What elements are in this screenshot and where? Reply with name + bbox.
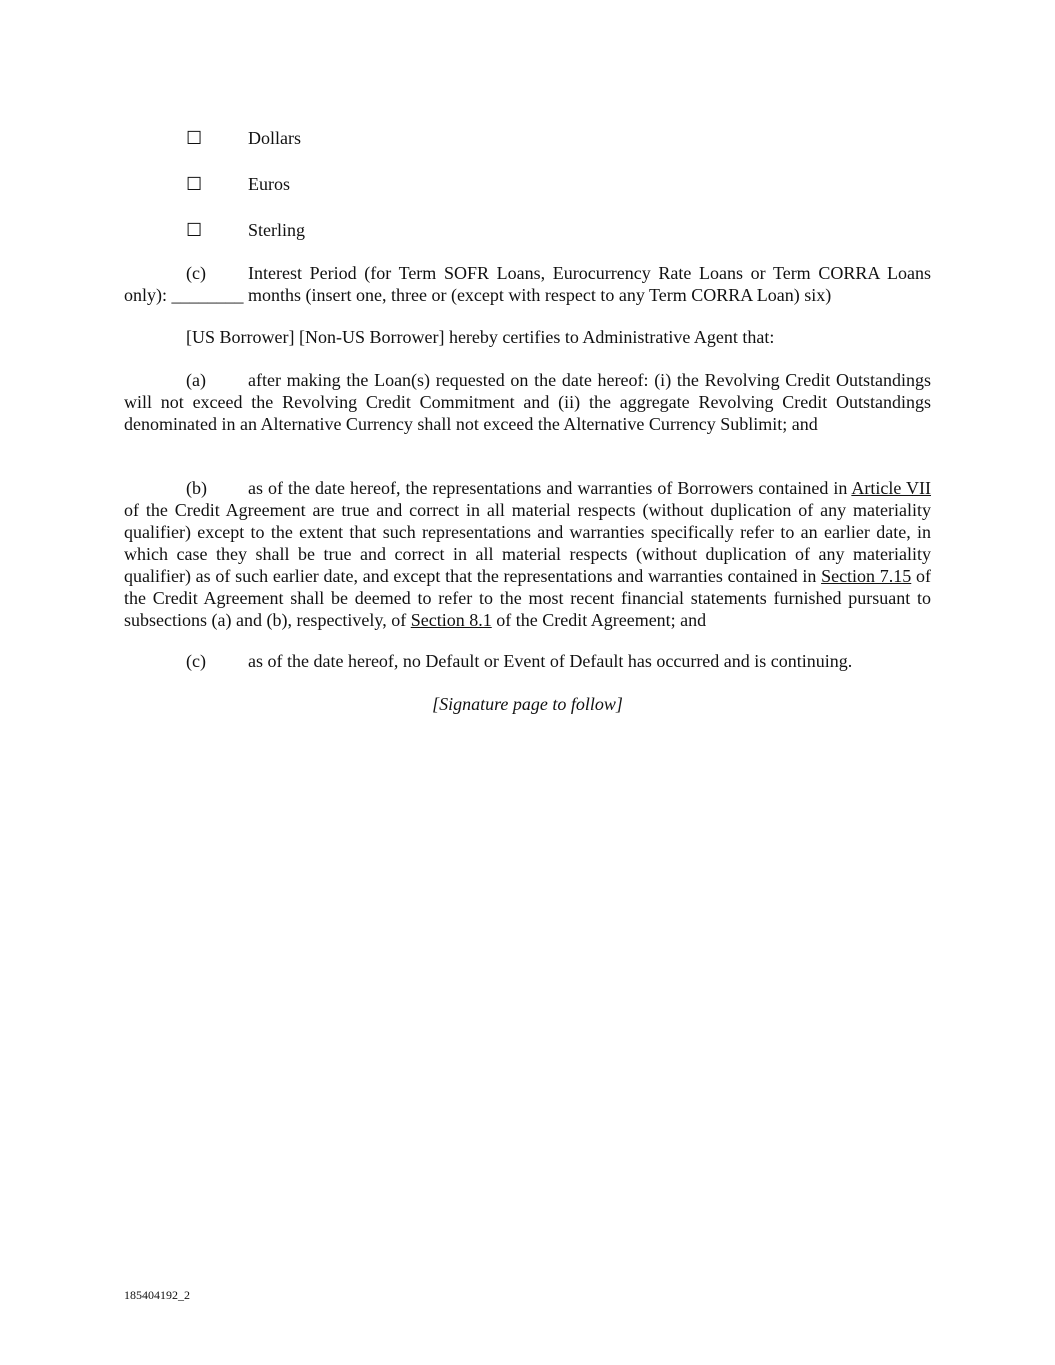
- document-id: 185404192_2: [124, 1288, 190, 1302]
- article-vii-reference: Article VII: [851, 478, 932, 498]
- option-label: Sterling: [248, 220, 305, 240]
- certification-intro: [US Borrower] [Non-US Borrower] hereby certifies to Administrative Agent that:: [186, 327, 775, 347]
- interest-period-paragraph: [124, 262, 931, 306]
- paragraph-text: of the Credit Agreement; and: [491, 610, 707, 630]
- certification-a: [124, 369, 931, 435]
- paragraph-label: (a): [186, 370, 206, 390]
- paragraph-label: (c): [186, 651, 206, 671]
- currency-option-dollars[interactable]: [186, 127, 301, 149]
- option-label: Dollars: [248, 128, 301, 148]
- currency-option-sterling[interactable]: [186, 219, 305, 241]
- checkbox-icon[interactable]: ☐: [186, 174, 203, 194]
- option-label: Euros: [248, 174, 290, 194]
- paragraph-text: of the Credit Agreement shall be deemed to refer to the most recent financial statements furnished pursuant to subsections (a) and (b), respectively, of: [124, 566, 931, 630]
- paragraph-text: Interest Period (for Term SOFR Loans, Eurocurrency Rate Loans or Term CORRA Loans only): ________ months (insert one, three or (except with respect to any Term CORRA Loan) six): [124, 263, 931, 305]
- certification-c: [124, 650, 931, 672]
- paragraph-text: as of the date hereof, the representations and warranties of Borrowers contained in: [248, 478, 852, 498]
- paragraph-label: (c): [186, 263, 206, 283]
- currency-option-euros[interactable]: [186, 173, 290, 195]
- checkbox-icon[interactable]: ☐: [186, 220, 203, 240]
- section-8-1-reference: Section 8.1: [410, 610, 492, 630]
- paragraph-text: of the Credit Agreement are true and correct in all material respects (without duplication of any materiality qualifier) except to the extent that such representations and warranties specifically refer to an earlier date, in which case they shall be true and correct in all material respects (without duplication of any materiality qualifier) as of such earlier date, and except that the representations and warranties contained in: [124, 500, 931, 586]
- section-7-15-reference: Section 7.15: [821, 566, 912, 586]
- paragraph-label: (b): [186, 478, 207, 498]
- paragraph-text: after making the Loan(s) requested on the date hereof: (i) the Revolving Credit Outstandings will not exceed the Revolving Credit Commitment and (ii) the aggregate Revolving Credit Outstandings denominated in an Alternative Currency shall not exceed the Alternative Currency Sublimit; and: [124, 370, 931, 434]
- signature-note: [Signature page to follow]: [432, 694, 623, 714]
- paragraph-text: as of the date hereof, no Default or Event of Default has occurred and is continuing.: [248, 651, 853, 671]
- checkbox-icon[interactable]: ☐: [186, 128, 203, 148]
- certification-b: [124, 477, 931, 631]
